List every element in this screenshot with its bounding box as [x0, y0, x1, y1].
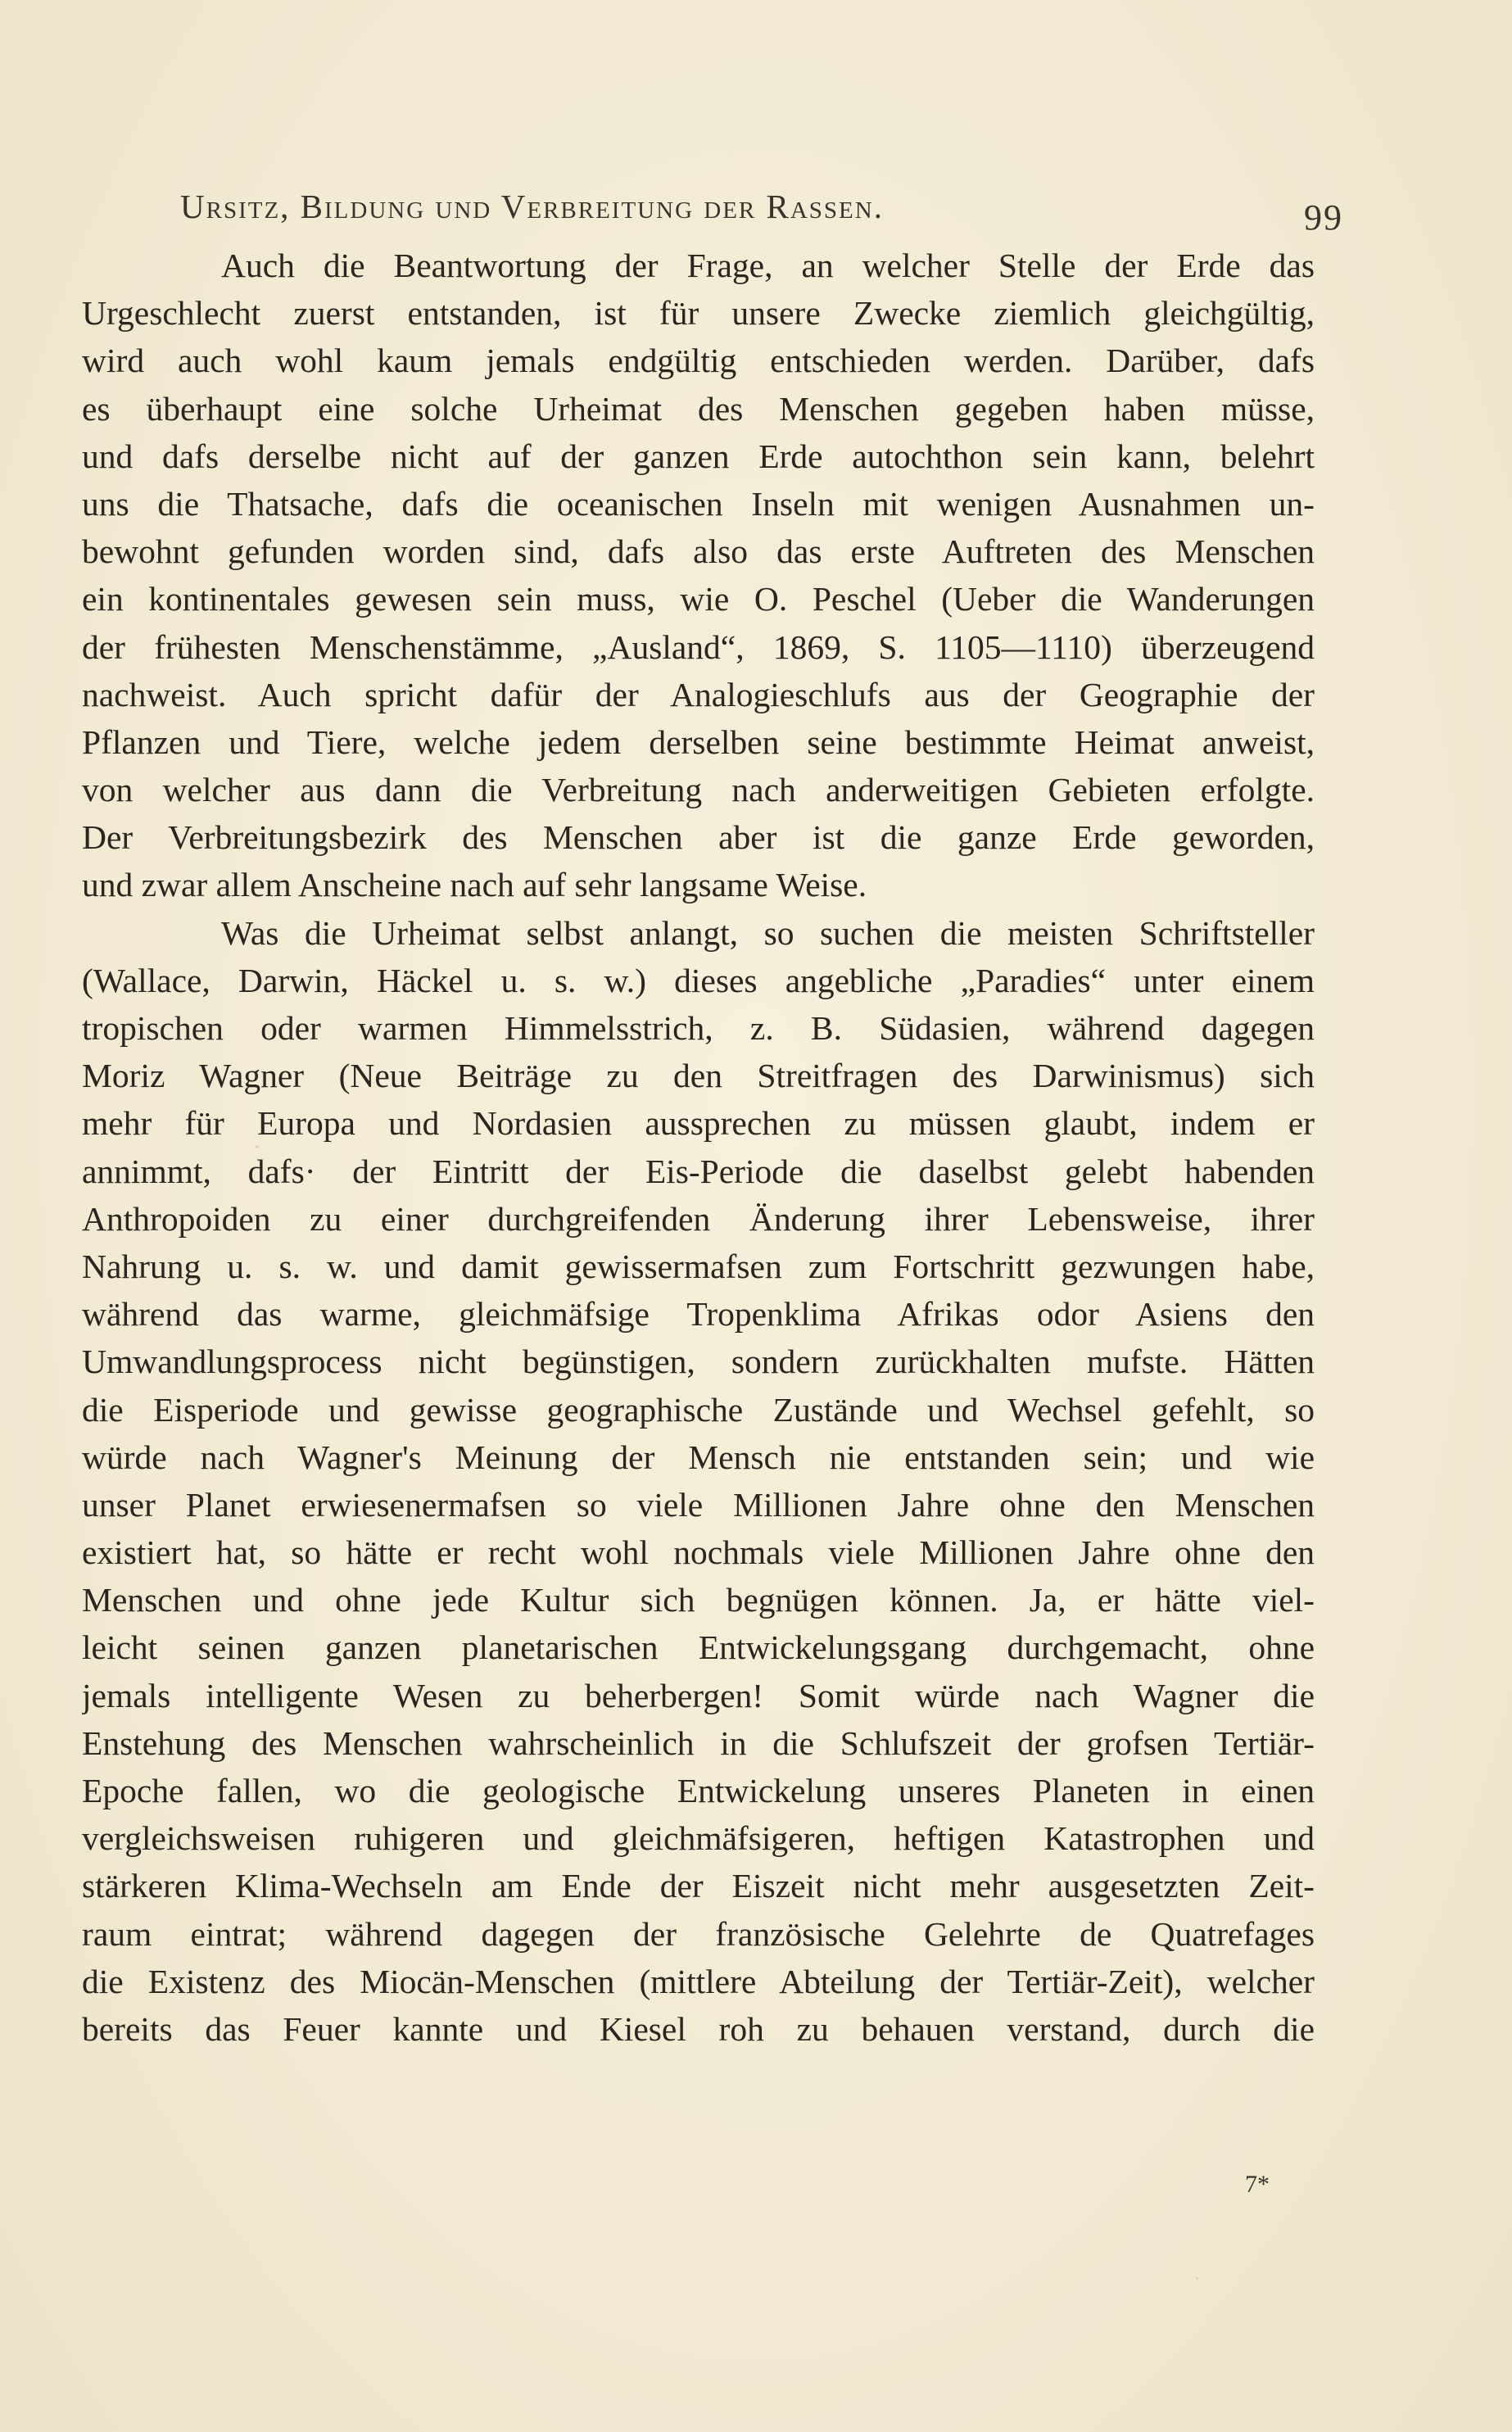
text-line: Umwandlungsprocess nicht begünstigen, sondern zurückhalten mufste. Hätten: [82, 1343, 1315, 1381]
text-line: mehr für Europa und Nordasien aussprechen zu müssen glaubt, indem er: [82, 1104, 1315, 1143]
text-line: die Existenz des Miocän-Menschen (mittlere Abteilung der Tertiär-Zeit), welcher: [82, 1962, 1315, 2000]
text-line: ein kontinentales gewesen sein muss, wie O. Peschel (Ueber die Wanderungen: [82, 580, 1315, 618]
paragraph-2: [82, 909, 1315, 2054]
signature-mark: 7*: [1245, 2171, 1270, 2198]
text-line: vergleichsweisen ruhigeren und gleichmäfsigeren, heftigen Katastrophen und: [82, 1819, 1315, 1858]
paragraph-1: [82, 242, 1315, 909]
text-line: Enstehung des Menschen wahrscheinlich in die Schlufszeit der grofsen Tertiär-: [82, 1723, 1315, 1762]
text-line: (Wallace, Darwin, Häckel u. s. w.) dieses angebliche „Paradies“ unter einem: [82, 961, 1315, 999]
text-line: die Eisperiode und gewisse geographische Zustände und Wechsel gefehlt, so: [82, 1390, 1315, 1429]
scan-speck: [256, 1145, 259, 1148]
text-line: leicht seinen ganzen planetarischen Entwickelungsgang durchgemacht, ohne: [82, 1628, 1315, 1667]
text-line: Epoche fallen, wo die geologische Entwickelung unseres Planeten in einen: [82, 1772, 1315, 1809]
body-text: [82, 242, 1315, 2053]
text-line: Urgeschlecht zuerst entstanden, ist für unsere Zwecke ziemlich gleichgültig,: [82, 294, 1315, 333]
page-number: 99: [1304, 197, 1343, 238]
text-line: würde nach Wagner's Meinung der Mensch nie entstanden sein; und wie: [82, 1438, 1315, 1476]
running-title: Ursitz, Bildung und Verbreitung der Rassen.: [180, 188, 884, 225]
text-line: Moriz Wagner (Neue Beiträge zu den Streitfragen des Darwinismus) sich: [82, 1057, 1315, 1095]
text-line: von welcher aus dann die Verbreitung nach anderweitigen Gebieten erfolgte.: [82, 771, 1315, 809]
text-line: und dafs derselbe nicht auf der ganzen Erde autochthon sein kann, belehrt: [82, 437, 1315, 475]
text-line: jemals intelligente Wesen zu beherbergen! Somit würde nach Wagner die: [82, 1676, 1315, 1714]
text-line: es überhaupt eine solche Urheimat des Menschen gegeben haben müsse,: [82, 389, 1315, 428]
text-line: Nahrung u. s. w. und damit gewissermafsen zum Fortschritt gezwungen habe,: [82, 1247, 1315, 1285]
text-line: Pflanzen und Tiere, welche jedem derselben seine bestimmte Heimat anweist,: [82, 722, 1315, 761]
text-line: stärkeren Klima-Wechseln am Ende der Eiszeit nicht mehr ausgesetzten Zeit-: [82, 1867, 1315, 1905]
scan-speck: [1196, 2277, 1198, 2280]
running-header: [180, 187, 1343, 236]
text-line: raum eintrat; während dagegen der französische Gelehrte de Quatrefages: [82, 1914, 1315, 1953]
text-line: Anthropoiden zu einer durchgreifenden Änderung ihrer Lebensweise, ihrer: [82, 1199, 1315, 1238]
text-line: bewohnt gefunden worden sind, dafs also das erste Auftreten des Menschen: [82, 532, 1315, 571]
text-line: uns die Thatsache, dafs die oceanischen Inseln mit wenigen Ausnahmen un-: [82, 484, 1315, 523]
text-line: während das warme, gleichmäfsige Tropenklima Afrikas odor Asiens den: [82, 1295, 1315, 1334]
text-line: annimmt, dafs· der Eintritt der Eis-Periode die daselbst gelebt habenden: [82, 1152, 1315, 1190]
text-line: Menschen und ohne jede Kultur sich begnügen können. Ja, er hätte viel-: [82, 1581, 1315, 1619]
text-line: Der Verbreitungsbezirk des Menschen aber ist die ganze Erde geworden,: [82, 818, 1315, 857]
text-line: und zwar allem Anscheine nach auf sehr langsame Weise.: [82, 866, 867, 904]
text-line: Auch die Beantwortung der Frage, an welcher Stelle der Erde das: [221, 247, 1315, 284]
text-line: unser Planet erwiesenermafsen so viele Millionen Jahre ohne den Menschen: [82, 1485, 1315, 1524]
text-line: nachweist. Auch spricht dafür der Analogieschlufs aus der Geographie der: [82, 675, 1315, 713]
text-line: wird auch wohl kaum jemals endgültig entschieden werden. Darüber, dafs: [82, 342, 1315, 380]
text-line: bereits das Feuer kannte und Kiesel roh zu behauen verstand, durch die: [82, 2009, 1315, 2048]
text-line: der frühesten Menschenstämme, „Ausland“, 1869, S. 1105—1110) überzeugend: [82, 627, 1315, 666]
text-line: Was die Urheimat selbst anlangt, so suchen die meisten Schriftsteller: [221, 913, 1315, 952]
text-line: existiert hat, so hätte er recht wohl nochmals viele Millionen Jahre ohne den: [82, 1533, 1315, 1572]
text-line: tropischen oder warmen Himmelsstrich, z. B. Südasien, während dagegen: [82, 1009, 1315, 1047]
